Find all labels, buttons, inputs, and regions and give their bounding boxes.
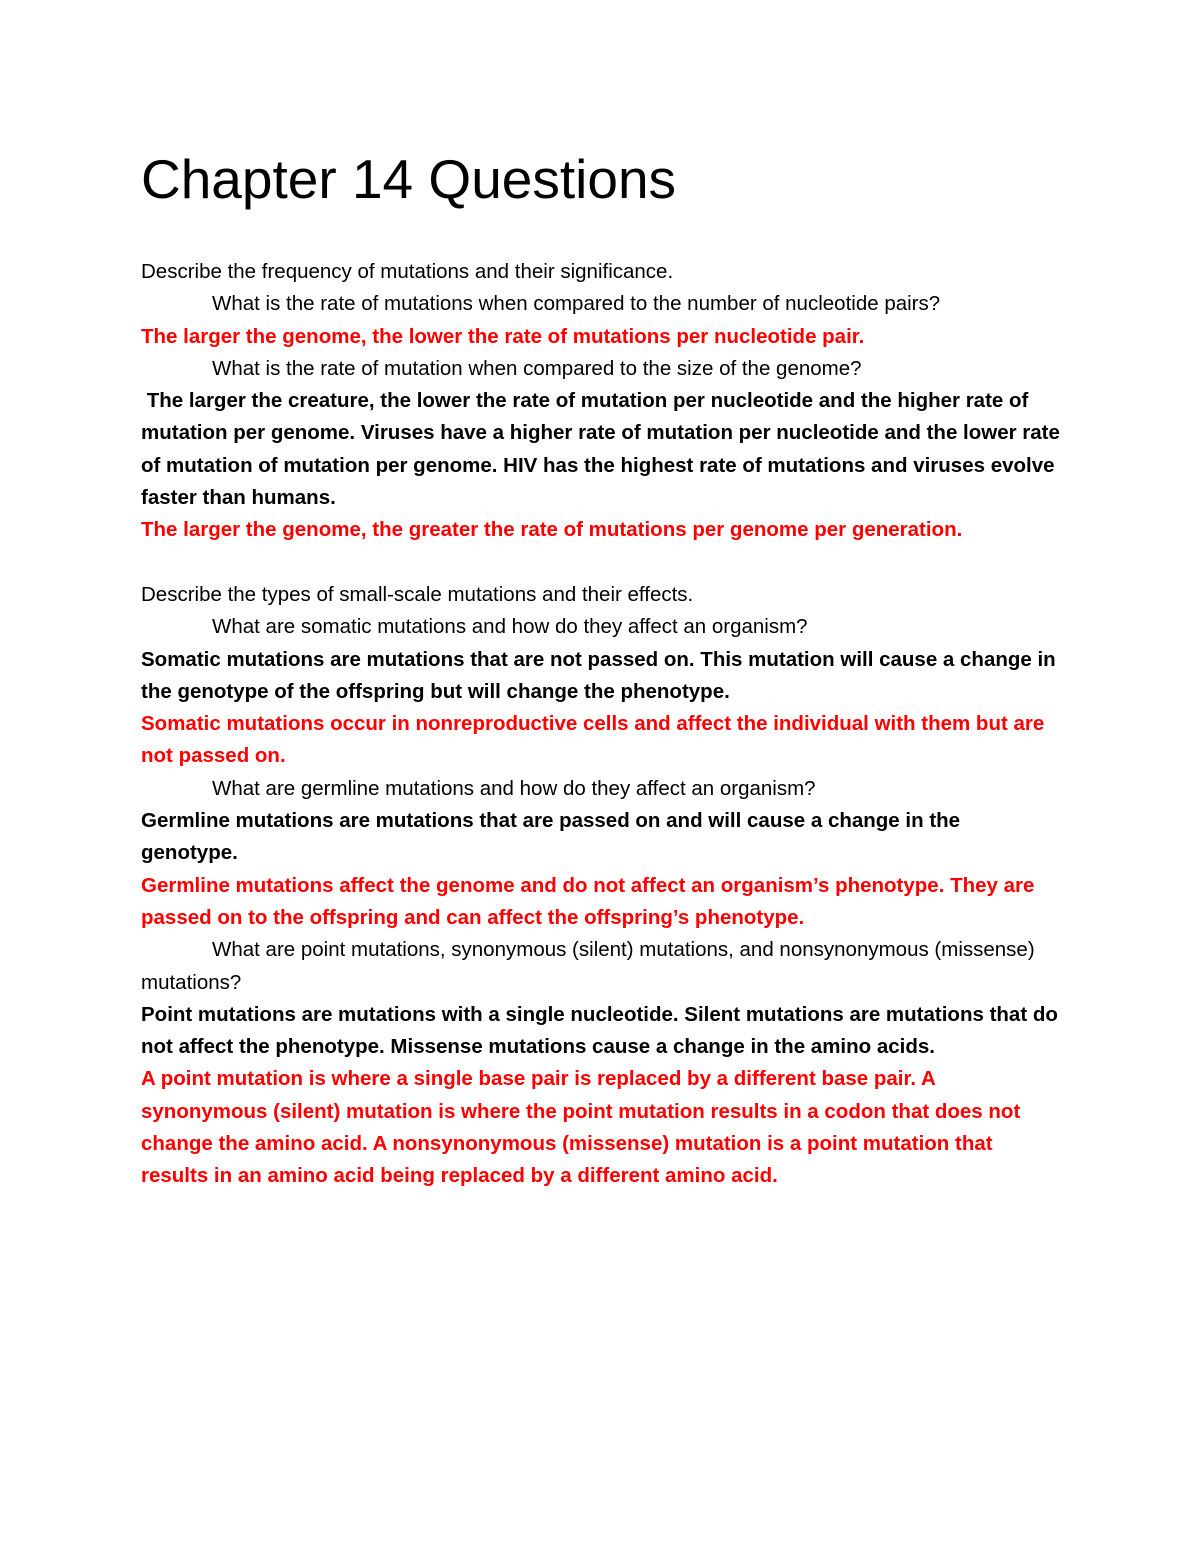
section2-heading: Describe the types of small-scale mutations and their effects. [141, 582, 694, 606]
section2-question-1: What are somatic mutations and how do they affect an organism? [212, 615, 808, 639]
section-spacer [141, 547, 1061, 579]
section1-question-2: What is the rate of mutation when compared to the size of the genome? [212, 356, 862, 380]
section2-answer-1-corrected: Somatic mutations occur in nonreproductive cells and affect the individual with them but are not passed on. [141, 712, 1045, 768]
section1-answer-2-corrected: The larger the genome, the greater the rate of mutations per genome per generation. [141, 518, 963, 542]
section2-answer-1-student: Somatic mutations are mutations that are not passed on. This mutation will cause a change in the genotype of the offspring but will change the phenotype. [141, 647, 1056, 703]
section1-answer-2-student: The larger the creature, the lower the rate of mutation per nucleotide and the higher rate of mutation per genome. Viruses have a higher rate of mutation per nucleotide and the lower rate of mutation of mutation per genome. HIV has the highest rate of mutations and viruses evolve faster than humans. [141, 389, 1066, 510]
section2-answer-3-student: Point mutations are mutations with a single nucleotide. Silent mutations are mutations that do not affect the phenotype. Missense mutations cause a change in the amino acids. [141, 1002, 1058, 1059]
section2-question-3: What are point mutations, synonymous (silent) mutations, and nonsynonymous (missense) mutations? [141, 938, 1035, 994]
section2-answer-2-corrected: Germline mutations affect the genome and do not affect an organism’s phenotype. They are passed on to the offspring and can affect the offspring’s phenotype. [141, 873, 1035, 929]
section2-question-2: What are germline mutations and how do they affect an organism? [212, 776, 816, 800]
section1-heading: Describe the frequency of mutations and their significance. [141, 260, 674, 283]
section2-answer-2-student: Germline mutations are mutations that are passed on and will cause a change in the genotype. [141, 809, 961, 865]
section1-question-1: What is the rate of mutations when compared to the number of nucleotide pairs? [212, 292, 941, 316]
page-title: Chapter 14 Questions [141, 148, 677, 210]
document-content [141, 146, 1066, 1193]
section2-answer-3-corrected: A point mutation is where a single base pair is replaced by a different base pair. A synonymous (silent) mutation is where the point mutation results in a codon that does not change the amino acid. A nonsynonymous (missense) mutation is a point mutation that results in an amino acid being replaced by a different amino acid. [141, 1067, 1021, 1188]
section1-answer-1-corrected: The larger the genome, the lower the rate of mutations per nucleotide pair. [141, 324, 865, 348]
